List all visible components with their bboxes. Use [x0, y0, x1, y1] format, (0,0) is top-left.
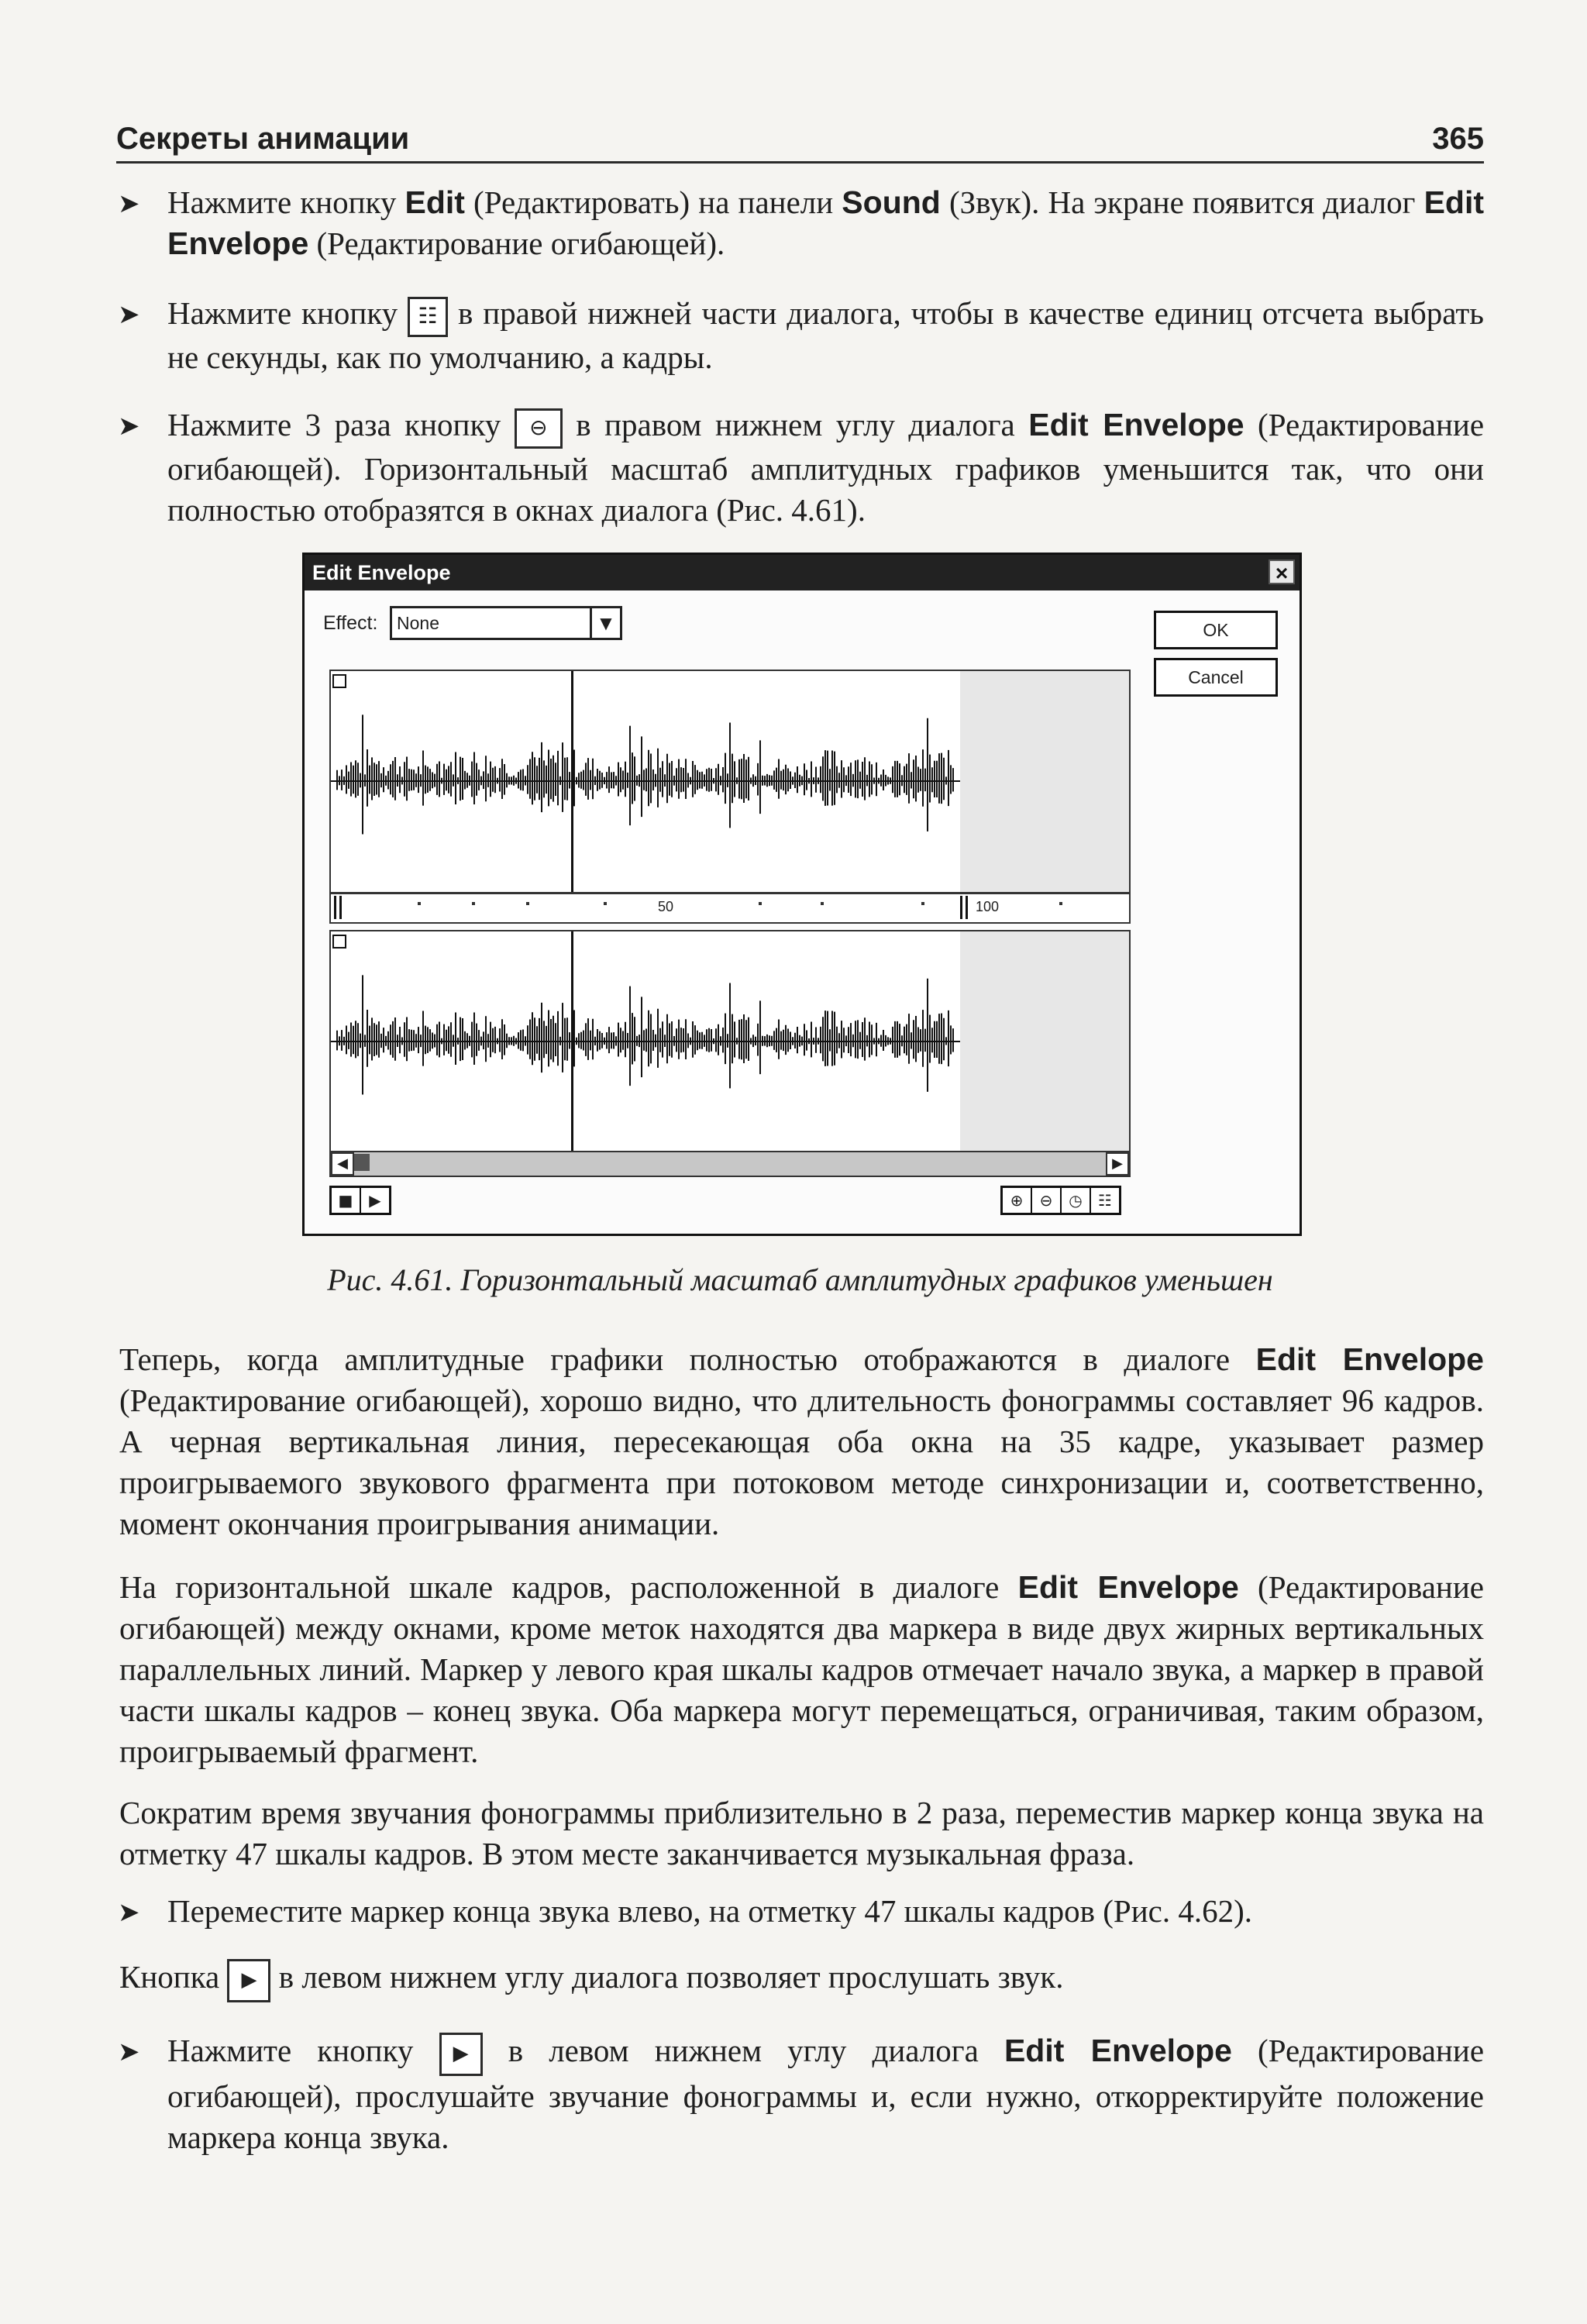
effect-value: None: [397, 613, 439, 633]
scroll-thumb[interactable]: [354, 1154, 370, 1171]
play-icon: ▶: [439, 2033, 483, 2076]
cancel-button[interactable]: Cancel: [1154, 658, 1278, 697]
arrow-bullet-icon: ➤: [118, 1897, 140, 1928]
bullet-item: ➤ Нажмите кнопку ▶ в левом нижнем углу диалога Edit Envelope (Редактирование огибающей), прослушайте звучание фонограммы и, если нужно, откорректируйте положение маркера конца звука.: [118, 2033, 1485, 2155]
view-controls: [1000, 1186, 1121, 1215]
play-icon: ▶: [227, 1959, 270, 2002]
arrow-bullet-icon: ➤: [118, 411, 140, 442]
arrow-bullet-icon: ➤: [118, 2037, 140, 2067]
frame-ruler: [329, 893, 1131, 924]
figure-caption: Рис. 4.61. Горизонтальный масштаб амплитудных графиков уменьшен: [327, 1262, 1273, 1297]
chevron-down-icon[interactable]: ▼: [590, 608, 620, 638]
stop-icon[interactable]: ■: [332, 1188, 361, 1213]
paragraph: Кнопка ▶ в левом нижнем углу диалога позволяет прослушать звук.: [119, 1957, 1484, 2002]
effect-label: Effect:: [323, 612, 378, 634]
paragraph: На горизонтальной шкале кадров, расположенной в диалоге Edit Envelope (Редактирование огибающей) между окнами, кроме меток находятся два маркера в виде двух жирных вертикальных параллельных линий. Маркер у левого края шкалы кадров отмечает начало звука, а маркер в правой части шкалы кадров – конец звука. Оба маркера могут перемещаться, ограничивая, таким образом, проигрываемый фрагмент.: [119, 1569, 1485, 1769]
envelope-handle[interactable]: [332, 935, 346, 949]
dialog-title: Edit Envelope: [312, 561, 451, 584]
sound-start-marker[interactable]: [334, 896, 342, 919]
waveform-right-channel[interactable]: [329, 930, 1131, 1154]
chapter-title: Секреты анимации: [116, 122, 410, 156]
stream-end-line: [571, 671, 573, 892]
waveform-inactive-region: [960, 931, 1129, 1152]
paragraph: Теперь, когда амплитудные графики полностью отображаются в диалоге Edit Envelope (Редактирование огибающей), хорошо видно, что длительность фонограммы составляет 96 кадров. А черная вертикальная линия, пересекающая оба окна на 35 кадре, указывает размер проигрываемого звукового фрагмента при потоковом методе синхронизации и, соответственно, момент окончания проигрывания анимации.: [119, 1341, 1484, 1541]
waveform-graph: [331, 931, 960, 1152]
waveform-path: [337, 714, 953, 834]
frames-units-icon[interactable]: ☷: [1098, 1191, 1112, 1210]
scroll-left-icon[interactable]: ◀: [331, 1152, 354, 1176]
arrow-bullet-icon: ➤: [118, 299, 140, 330]
ok-button[interactable]: OK: [1154, 611, 1278, 649]
dialog-titlebar: [305, 555, 1300, 590]
edit-envelope-dialog: [302, 553, 1302, 1236]
bullet-item: ➤ Нажмите кнопку Edit (Редактировать) на панели Sound (Звук). На экране появится диалог Edit Envelope (Редактирование огибающей).: [118, 184, 1484, 261]
stream-end-line: [571, 931, 573, 1152]
ruler-label-100: 100: [976, 899, 1000, 914]
waveform-left-channel[interactable]: [329, 670, 1131, 893]
play-icon[interactable]: ▶: [369, 1191, 381, 1210]
effect-select[interactable]: [390, 606, 622, 640]
bullet-item: ➤ Переместите маркер конца звука влево, на отметку 47 шкалы кадров (Рис. 4.62).: [118, 1891, 1484, 1932]
ruler-label-50: 50: [658, 899, 674, 914]
scroll-right-icon[interactable]: ▶: [1106, 1152, 1129, 1176]
zoom-in-icon[interactable]: ⊕: [1003, 1188, 1032, 1213]
waveform-graph: [331, 671, 960, 892]
running-header: [116, 113, 1484, 164]
paragraph: Сократим время звучания фонограммы приблизительно в 2 раза, переместив маркер конца звука на отметку 47 шкалы кадров. В этом месте заканчивается музыкальная фраза.: [119, 1795, 1484, 1871]
playback-controls: [329, 1186, 391, 1215]
sound-end-marker[interactable]: [960, 896, 968, 919]
bullet-item: ➤ Нажмите 3 раза кнопку ⊖ в правом нижнем углу диалога Edit Envelope (Редактирование огибающей). Горизонтальный масштаб амплитудных графиков уменьшится так, что они полностью отобразятся в окнах диалога (Рис. 4.61).: [118, 407, 1485, 528]
zoom-out-icon[interactable]: ⊖: [1032, 1188, 1062, 1213]
close-icon[interactable]: ×: [1269, 559, 1295, 584]
frames-units-icon: ☷: [408, 297, 448, 337]
waveform-inactive-region: [960, 671, 1129, 892]
horizontal-scrollbar[interactable]: [329, 1151, 1131, 1177]
bullet-item: ➤ Нажмите кнопку ☷ в правой нижней части диалога, чтобы в качестве единиц отсчета выбрать не секунды, как по умолчанию, а кадры.: [118, 295, 1484, 375]
waveform-path: [337, 975, 953, 1094]
arrow-bullet-icon: ➤: [118, 188, 140, 219]
seconds-icon[interactable]: ◷: [1062, 1188, 1091, 1213]
page-number: 365: [1432, 122, 1484, 156]
envelope-handle[interactable]: [332, 674, 346, 688]
zoom-out-icon: ⊖: [515, 408, 563, 449]
